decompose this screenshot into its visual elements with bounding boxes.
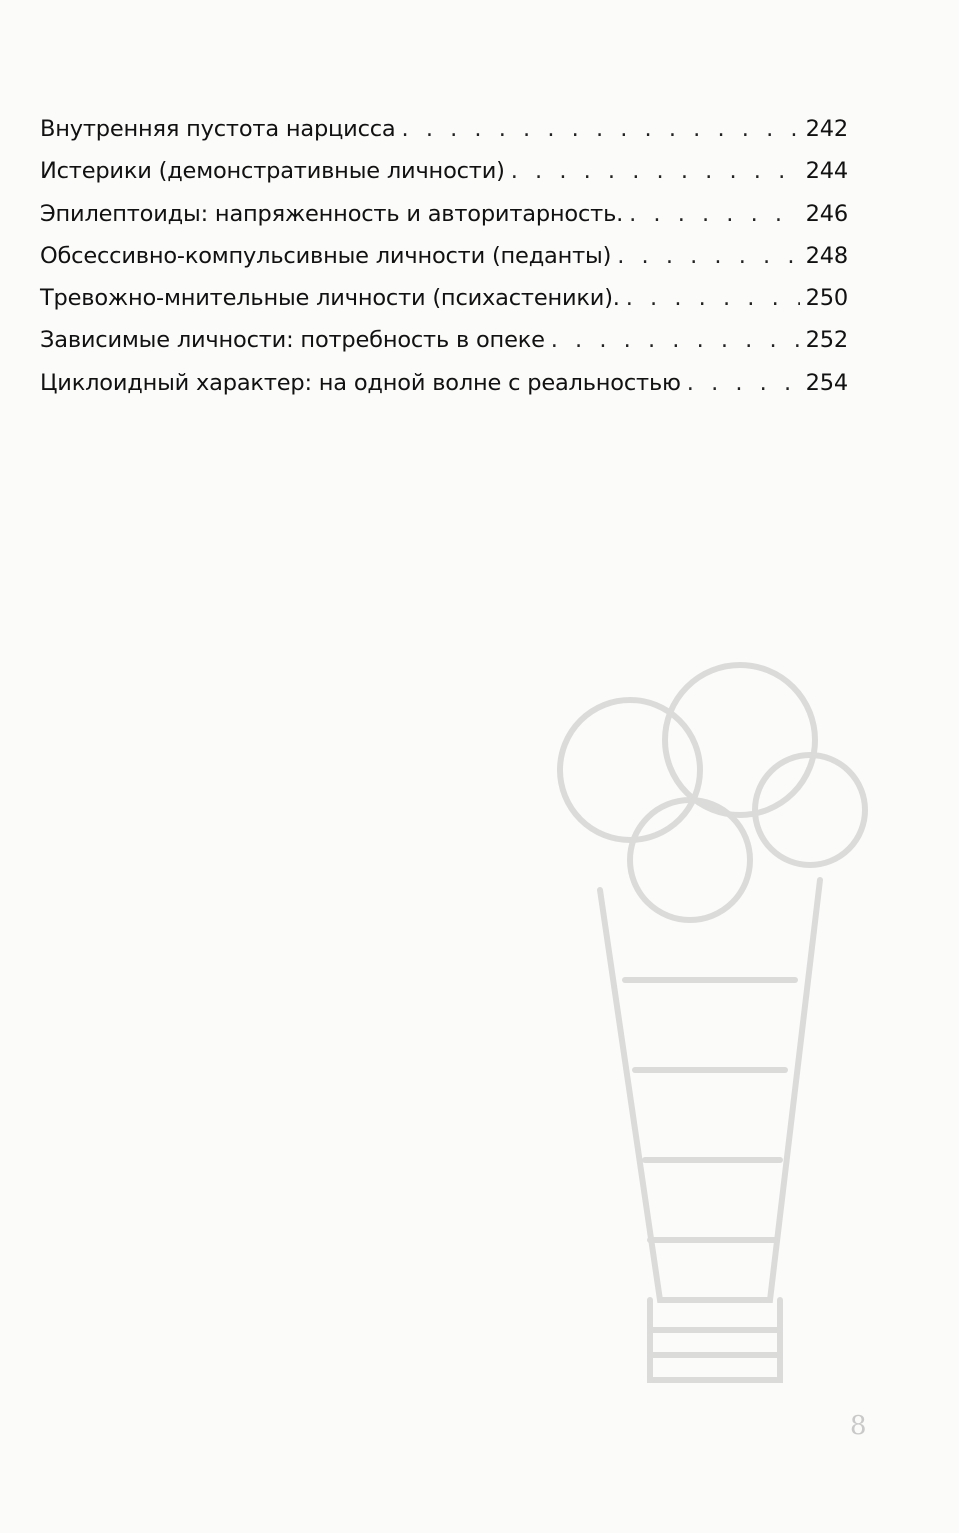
toc-entry-title: Обсессивно-компульсивные личности (педанты) [40, 242, 612, 269]
toc-entry-title: Зависимые личности: потребность в опеке [40, 327, 545, 354]
table-of-contents [40, 108, 848, 404]
toc-entry-title: Тревожно-мнительные личности (психастеники). [40, 285, 620, 312]
toc-entry[interactable] [40, 193, 848, 235]
toc-entry-page: 250 [805, 285, 848, 312]
toc-dot-leader [511, 150, 800, 192]
reverse-side-illustration [540, 660, 870, 1420]
toc-entry-page: 248 [805, 242, 848, 269]
toc-entry[interactable] [40, 235, 848, 277]
toc-entry-page: 246 [805, 200, 848, 227]
toc-entry-title: Внутренняя пустота нарцисса [40, 116, 396, 142]
toc-dot-leader [551, 319, 800, 361]
toc-dot-leader [629, 193, 800, 235]
toc-entry[interactable] [40, 362, 848, 404]
toc-entry[interactable] [40, 319, 848, 361]
toc-dot-leader [402, 108, 800, 150]
toc-dot-leader [626, 277, 800, 319]
toc-dot-leader [687, 362, 800, 404]
toc-entry-title: Эпилептоиды: напряженность и авторитарность. [40, 200, 624, 227]
toc-entry-title: Циклоидный характер: на одной волне с реальностью [40, 369, 681, 396]
toc-entry-page: 242 [805, 116, 848, 142]
reverse-page-number: 8 [850, 1411, 867, 1441]
toc-entry-page: 252 [805, 327, 848, 354]
toc-dot-leader [617, 235, 799, 277]
toc-entry-page: 244 [805, 158, 848, 185]
toc-entry[interactable] [40, 108, 848, 150]
toc-entry[interactable] [40, 277, 848, 319]
toc-entry-page: 254 [805, 369, 848, 396]
toc-entry[interactable] [40, 150, 848, 192]
toc-entry-title: Истерики (демонстративные личности) [40, 158, 505, 185]
